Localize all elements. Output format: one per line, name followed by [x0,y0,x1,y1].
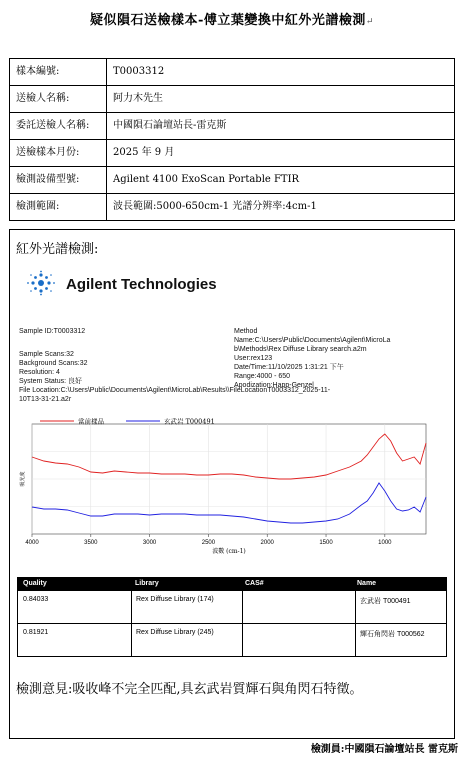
info-row [10,140,454,167]
x-tick-label: 3500 [84,540,98,546]
sample-id: Sample ID:T0003312 [19,328,86,335]
row-quality: 0.81921 [18,624,132,656]
x-tick-label: 3000 [142,540,157,546]
page-title: 疑似隕石送檢樣本-傅立葉變換中紅外光譜檢測↵ [90,13,374,28]
row-name: 輝石角閃岩 T000562 [360,631,425,638]
brand-name: Agilent Technologies [66,276,217,293]
inspector-signature: 檢測員:中國隕石論壇站長 雷克斯 [310,744,458,755]
section-heading: 紅外光譜檢測: [16,242,99,257]
spectrum-section [9,229,455,739]
info-label: 委託送檢人名稱: [10,113,107,139]
info-label: 檢測設備型號: [10,167,107,193]
y-axis-label: 吸光度 [20,471,26,487]
info-label: 送檢人名稱: [10,86,107,112]
x-tick-label: 1000 [378,540,392,546]
info-row [10,113,454,140]
inspection-opinion: 檢測意見:吸收峰不完全匹配,具玄武岩質輝石與角閃石特徵。 [16,682,363,697]
info-value: 2025 年 9 月 [113,147,175,158]
row-cas [243,624,356,656]
header-cas: CAS# [245,580,264,587]
legend-label: 玄武岩 T000491 [164,417,215,426]
info-table [9,58,455,221]
x-tick-label: 4000 [25,540,39,546]
row-library: Rex Diffuse Library (174) [132,591,243,623]
info-row [10,167,454,194]
info-label: 檢測範圍: [10,194,107,220]
date-info: Date/Time:11/10/2025 1:31:21 下午 Range:4000 - 650 Apodization:Happ-Genzel [234,364,344,389]
info-label: 送檢樣本月份: [10,140,107,166]
info-value: T0003312 [113,66,165,77]
row-quality: 0.84033 [18,591,132,623]
info-value: 波長範圍:5000-650cm-1 光譜分辨率:4cm-1 [113,201,317,212]
row-cas [243,591,356,623]
info-row [10,86,454,113]
table-row [18,590,446,623]
table-row [18,623,446,656]
row-name: 玄武岩 T000491 [360,598,411,605]
header-quality: Quality [23,580,47,587]
x-tick-label: 2000 [260,540,274,546]
info-value: Agilent 4100 ExoScan Portable FTIR [113,174,300,185]
x-tick-label: 1500 [319,540,333,546]
scan-info: Sample Scans:32 Background Scans:32 Resolution: 4 System Status: 良好 [19,351,88,385]
legend-label: 當前樣品 [78,417,104,426]
info-value: 阿力木先生 [113,93,163,104]
info-row [10,59,454,86]
file-location: File Location:C:\Users\Public\Documents\Agilent\MicroLab\Results\\FileLocationT0003312_2025-11- 10T13-31-21.a2r [19,387,331,403]
x-axis-label: 波數 (cm-1) [212,548,246,555]
results-header [18,578,446,590]
info-row [10,194,454,221]
header-library: Library [135,580,159,587]
ftir-chart [18,416,438,558]
x-tick-label: 2500 [201,540,216,546]
header-name: Name [357,580,377,587]
info-value: 中國隕石論壇站長-雷克斯 [113,120,227,131]
info-label: 樣本編號: [10,59,107,85]
method-info: Method Name:C:\Users\Public\Documents\Agilent\MicroLa b\Methods\Rex Diffuse Library search.a2m User:rex123 [234,328,391,362]
results-table [17,577,447,657]
agilent-logo-icon [24,270,58,296]
row-library: Rex Diffuse Library (245) [132,624,243,656]
